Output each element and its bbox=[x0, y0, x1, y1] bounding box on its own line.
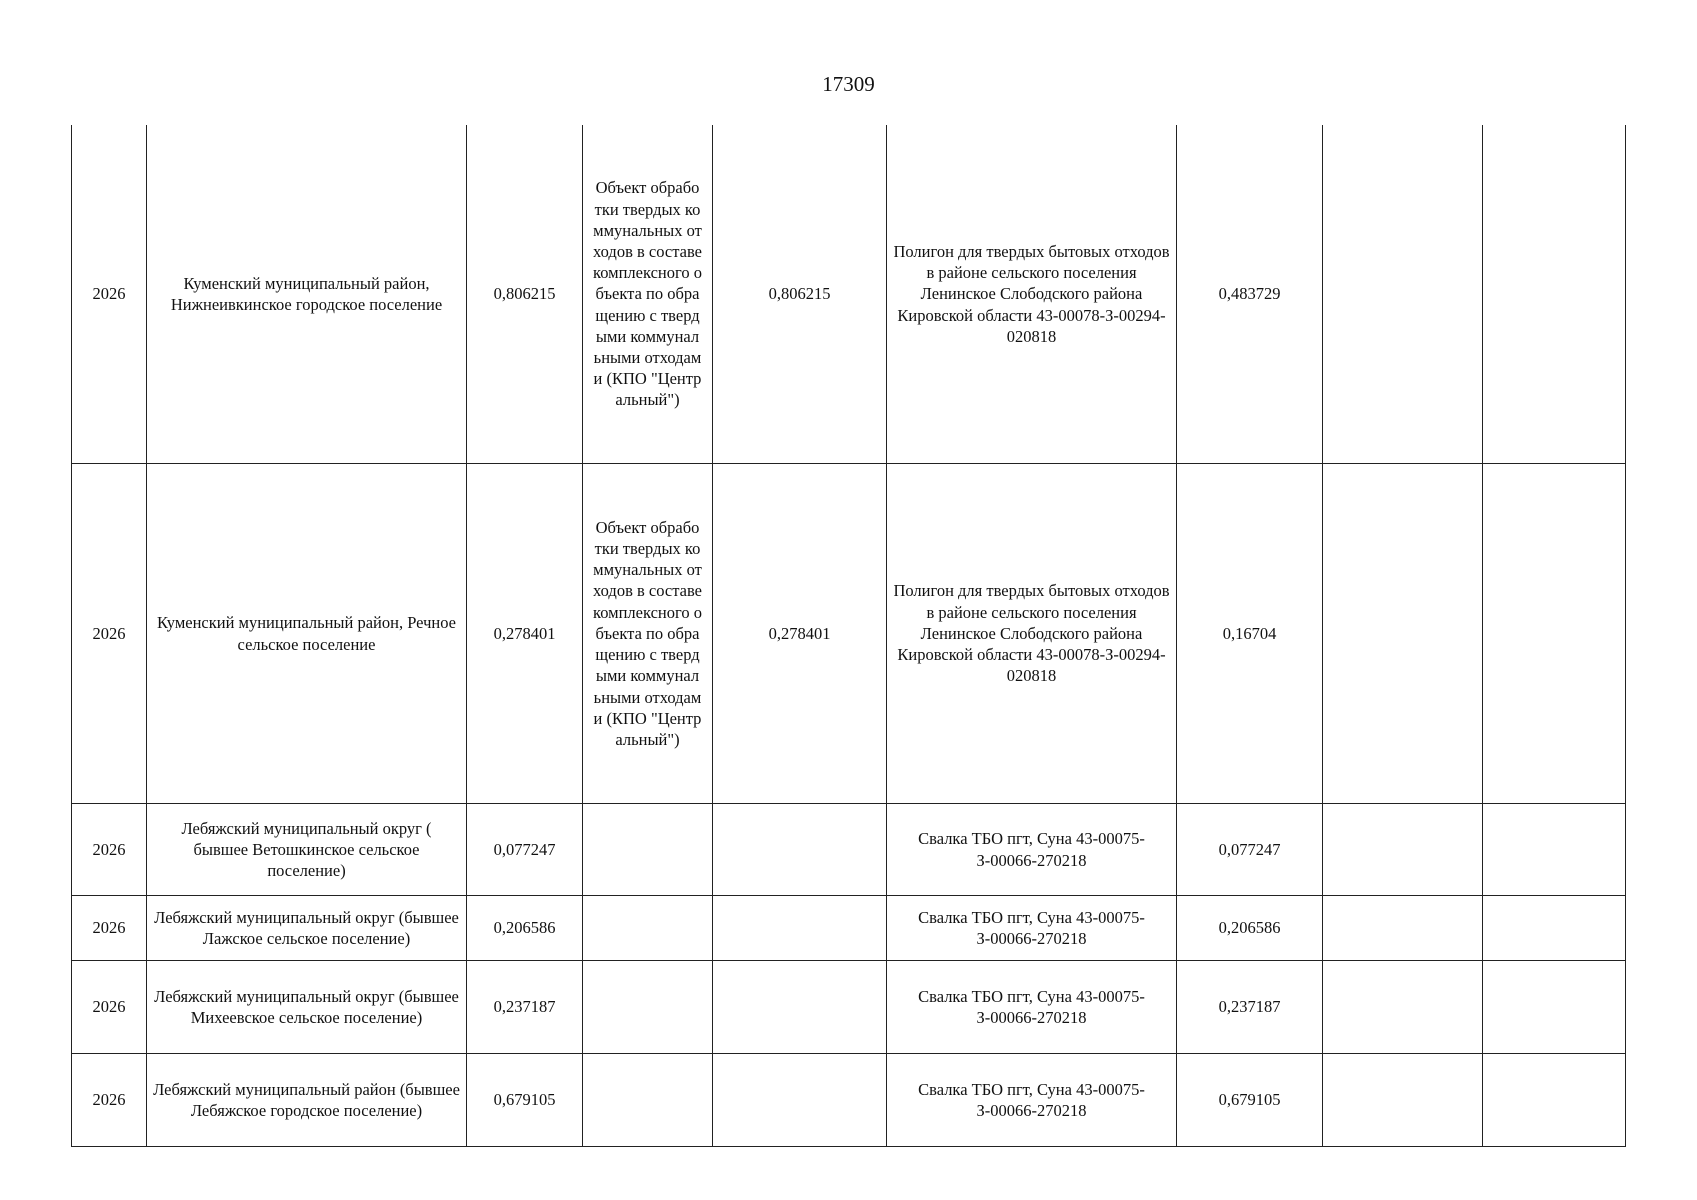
table-row bbox=[72, 125, 1626, 464]
disposal-site-cell: Свалка ТБО пгт, Суна 43-00075-З-00066-270218 bbox=[887, 804, 1177, 896]
disposal-site-cell: Полигон для твердых бытовых отходов в районе сельского поселения Ленинское Слободского района Кировской области 43-00078-З-00294-020818 bbox=[887, 125, 1177, 464]
disposal-volume-cell: 0,206586 bbox=[1177, 896, 1323, 961]
facility-type-cell bbox=[583, 896, 713, 961]
empty-cell bbox=[1483, 896, 1626, 961]
disposal-site-cell: Свалка ТБО пгт, Суна 43-00075-З-00066-270218 bbox=[887, 896, 1177, 961]
table-row bbox=[72, 1054, 1626, 1147]
territory-cell: Лебяжский муниципальный округ (бывшее Лажское сельское поселение) bbox=[147, 896, 467, 961]
facility-volume-cell bbox=[713, 896, 887, 961]
facility-type-cell bbox=[583, 1054, 713, 1147]
facility-volume-cell bbox=[713, 1054, 887, 1147]
disposal-site-cell: Свалка ТБО пгт, Суна 43-00075-З-00066-270218 bbox=[887, 961, 1177, 1054]
facility-volume-cell: 0,806215 bbox=[713, 125, 887, 464]
year-cell: 2026 bbox=[72, 464, 147, 804]
volume-cell: 0,806215 bbox=[467, 125, 583, 464]
empty-cell bbox=[1483, 464, 1626, 804]
facility-type-cell: Объект обработки твердых коммунальных отходов в составе комплексного объекта по обращению с твердыми коммунальными отходами (КПО "Центральный") bbox=[583, 464, 713, 804]
volume-cell: 0,077247 bbox=[467, 804, 583, 896]
empty-cell bbox=[1323, 464, 1483, 804]
table-row bbox=[72, 804, 1626, 896]
empty-cell bbox=[1483, 1054, 1626, 1147]
empty-cell bbox=[1483, 961, 1626, 1054]
facility-volume-cell bbox=[713, 804, 887, 896]
year-cell: 2026 bbox=[72, 125, 147, 464]
table-row bbox=[72, 896, 1626, 961]
disposal-volume-cell: 0,679105 bbox=[1177, 1054, 1323, 1147]
year-cell: 2026 bbox=[72, 1054, 147, 1147]
table-row bbox=[72, 961, 1626, 1054]
empty-cell bbox=[1483, 804, 1626, 896]
disposal-site-cell: Свалка ТБО пгт, Суна 43-00075-З-00066-270218 bbox=[887, 1054, 1177, 1147]
territory-cell: Лебяжский муниципальный округ (бывшее Михеевское сельское поселение) bbox=[147, 961, 467, 1054]
year-cell: 2026 bbox=[72, 896, 147, 961]
empty-cell bbox=[1323, 125, 1483, 464]
disposal-volume-cell: 0,077247 bbox=[1177, 804, 1323, 896]
territory-cell: Куменский муниципальный район, Нижнеивкинское городское поселение bbox=[147, 125, 467, 464]
territory-cell: Куменский муниципальный район, Речное сельское поселение bbox=[147, 464, 467, 804]
facility-volume-cell: 0,278401 bbox=[713, 464, 887, 804]
waste-flow-table bbox=[71, 125, 1626, 1147]
empty-cell bbox=[1323, 961, 1483, 1054]
facility-type-cell bbox=[583, 804, 713, 896]
volume-cell: 0,206586 bbox=[467, 896, 583, 961]
disposal-site-cell: Полигон для твердых бытовых отходов в районе сельского поселения Ленинское Слободского района Кировской области 43-00078-З-00294-020818 bbox=[887, 464, 1177, 804]
empty-cell bbox=[1323, 1054, 1483, 1147]
disposal-volume-cell: 0,483729 bbox=[1177, 125, 1323, 464]
territory-cell: Лебяжский муниципальный район (бывшее Лебяжское городское поселение) bbox=[147, 1054, 467, 1147]
empty-cell bbox=[1323, 896, 1483, 961]
page-number: 17309 bbox=[822, 72, 875, 96]
territory-cell: Лебяжский муниципальный округ ( бывшее Ветошкинское сельское поселение) bbox=[147, 804, 467, 896]
disposal-volume-cell: 0,237187 bbox=[1177, 961, 1323, 1054]
volume-cell: 0,278401 bbox=[467, 464, 583, 804]
facility-volume-cell bbox=[713, 961, 887, 1054]
disposal-volume-cell: 0,16704 bbox=[1177, 464, 1323, 804]
volume-cell: 0,237187 bbox=[467, 961, 583, 1054]
facility-type-cell bbox=[583, 961, 713, 1054]
volume-cell: 0,679105 bbox=[467, 1054, 583, 1147]
facility-type-cell: Объект обработки твердых коммунальных отходов в составе комплексного объекта по обращению с твердыми коммунальными отходами (КПО "Центральный") bbox=[583, 125, 713, 464]
empty-cell bbox=[1483, 125, 1626, 464]
year-cell: 2026 bbox=[72, 961, 147, 1054]
empty-cell bbox=[1323, 804, 1483, 896]
table-row bbox=[72, 464, 1626, 804]
year-cell: 2026 bbox=[72, 804, 147, 896]
